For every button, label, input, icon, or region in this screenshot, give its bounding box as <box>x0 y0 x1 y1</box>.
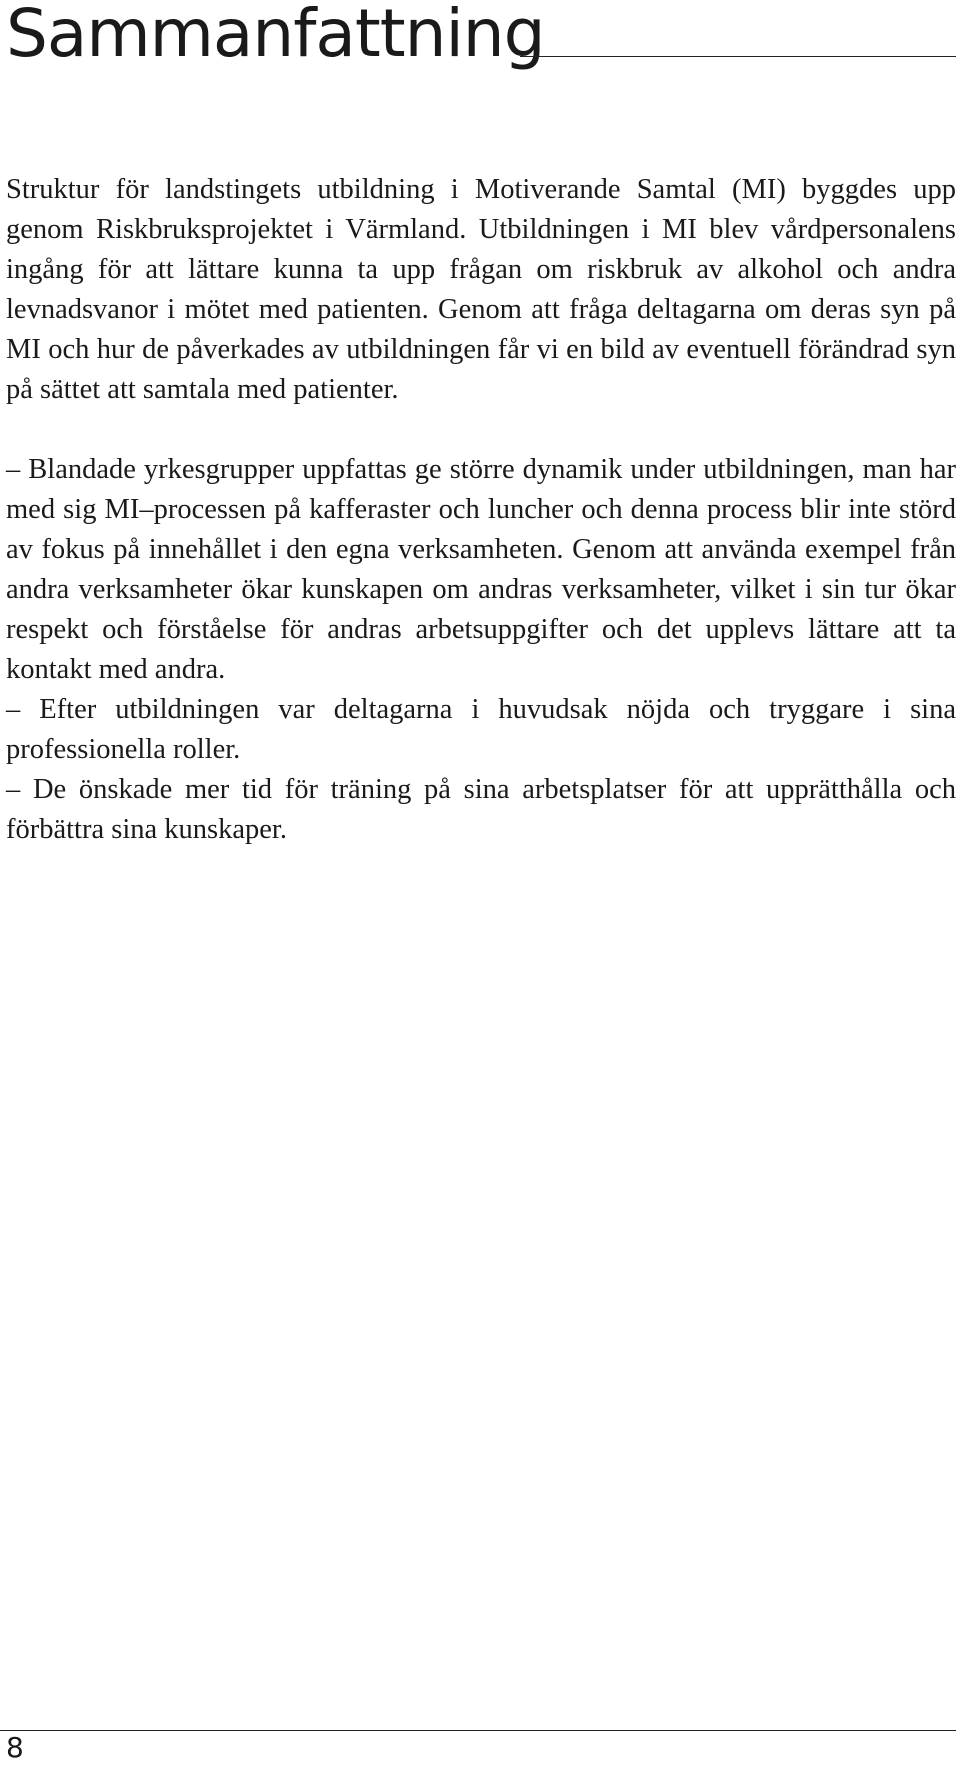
finding-paragraph-2: – Efter utbildningen var deltagarna i huvudsak nöjda och tryggare i sina professionella roller. <box>6 694 956 765</box>
intro-paragraph: Struktur för landstingets utbildning i Motiverande Samtal (MI) byggdes upp genom Riskbruksprojektet i Värmland. Utbildningen i MI blev vårdpersonalens ingång för att lättare kunna ta upp frågan om riskbruk av alkohol och andra levnadsvanor i mötet med patienten. Genom att fråga deltagarna om deras syn på MI och hur de påverkades av utbildningen får vi en bild av eventuell förändrad syn på sättet att samtala med patienter. <box>6 174 956 405</box>
title-underline-rule <box>520 56 956 57</box>
finding-paragraph-3: – De önskade mer tid för träning på sina arbetsplatser för att upprätthålla och förbättra sina kunskaper. <box>6 774 956 845</box>
footer-rule <box>0 1730 956 1731</box>
page-number: 8 <box>6 1731 24 1764</box>
finding-paragraph-1: – Blandade yrkesgrupper uppfattas ge större dynamik under utbildningen, man har med sig MI–processen på kafferaster och luncher och denna process blir inte störd av fokus på innehållet i den egna verksamheten. Genom att använda exempel från andra verksamheter ökar kunskapen om andras verksamheter, vilket i sin tur ökar respekt och förståelse för andras arbetsuppgifter och det upplevs lättare att ta kontakt med andra. <box>6 454 956 685</box>
page-title: Sammanfattning <box>6 0 545 72</box>
body-text <box>6 170 956 850</box>
